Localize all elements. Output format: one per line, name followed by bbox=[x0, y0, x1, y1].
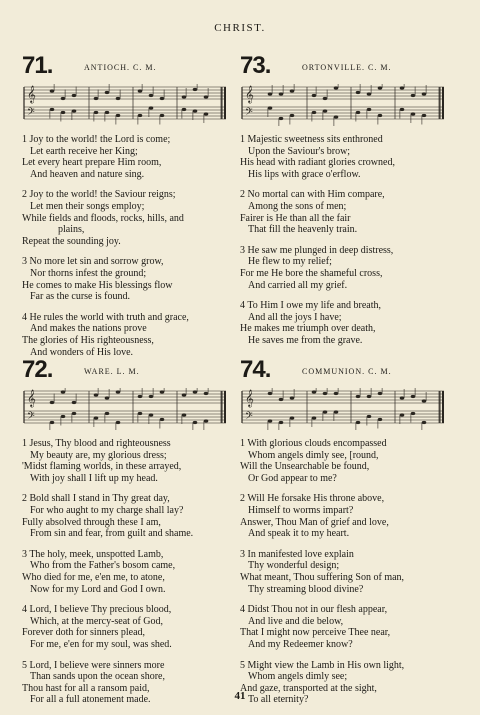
verse-line: And live and die below, bbox=[248, 615, 344, 627]
verse-line: 4 To Him I owe my life and breath, bbox=[240, 300, 382, 312]
tune-name: ORTONVILLE. C. M. bbox=[302, 63, 392, 72]
verse-line: He comes to make His blessings flow bbox=[22, 279, 173, 291]
music-staff bbox=[240, 84, 446, 126]
svg-text:𝄞: 𝄞 bbox=[245, 391, 254, 407]
verse-line: Than sands upon the ocean shore, bbox=[30, 671, 165, 683]
verse-line: For me He bore the shameful cross, bbox=[240, 267, 383, 279]
verse-3 bbox=[22, 256, 237, 302]
verse-line: Now for my Lord and God I own. bbox=[30, 583, 166, 595]
verse-line: 5 Might view the Lamb in His own light, bbox=[240, 659, 405, 671]
verse-line: 3 In manifested love explain bbox=[240, 548, 354, 560]
verse-line: Thy streaming blood divine? bbox=[248, 583, 364, 595]
verse-2 bbox=[240, 493, 455, 539]
verse-line: Who from the Father's bosom came, bbox=[30, 560, 176, 572]
music-staff bbox=[22, 388, 228, 430]
verse-line: And carried all my grief. bbox=[248, 279, 348, 291]
verse-2 bbox=[240, 189, 455, 235]
verse-line: 2 Will He forsake His throne above, bbox=[240, 493, 385, 505]
verse-4 bbox=[22, 312, 237, 358]
verse-line: Which, at the mercy-seat of God, bbox=[30, 615, 164, 627]
verse-line: Let men their songs employ; bbox=[30, 200, 145, 212]
verse-line: For me, e'en for my soul, was shed. bbox=[30, 638, 172, 650]
svg-text:𝄢: 𝄢 bbox=[245, 106, 253, 120]
verse-line: 'Midst flaming worlds, in these arrayed, bbox=[22, 461, 182, 473]
verse-3 bbox=[240, 245, 455, 291]
verses bbox=[22, 438, 237, 706]
verse-line: Let earth receive her King; bbox=[30, 145, 138, 157]
tune-name: WARE. L. M. bbox=[84, 367, 140, 376]
verse-line: The glories of His righteousness, bbox=[22, 334, 154, 346]
verse-line: Thou hast for all a ransom paid, bbox=[22, 682, 150, 694]
verse-2 bbox=[22, 189, 237, 247]
verse-line: He flew to my relief; bbox=[248, 256, 332, 268]
music-staff bbox=[240, 388, 446, 430]
hymn-number: 74. bbox=[240, 356, 271, 383]
page-header: CHRIST. bbox=[214, 22, 266, 34]
verse-line: Fully absolved through these I am, bbox=[22, 516, 161, 528]
svg-text:𝄞: 𝄞 bbox=[27, 391, 36, 407]
hymn-number: 71. bbox=[22, 52, 53, 79]
verses bbox=[240, 134, 455, 347]
verse-4 bbox=[240, 300, 455, 346]
verse-line: 3 He saw me plunged in deep distress, bbox=[240, 244, 394, 256]
verse-4 bbox=[22, 604, 237, 650]
verse-line: 3 No more let sin and sorrow grow, bbox=[22, 256, 164, 268]
verse-3 bbox=[22, 549, 237, 595]
verse-line: His head with radiant glories crowned, bbox=[240, 157, 395, 169]
verse-line: And heaven and nature sing. bbox=[30, 168, 145, 180]
verse-line: And my Redeemer know? bbox=[248, 638, 353, 650]
hymn-number: 72. bbox=[22, 356, 53, 383]
tune-name: ANTIOCH. C. M. bbox=[84, 63, 157, 72]
hymn-73 bbox=[240, 52, 455, 356]
verse-1 bbox=[22, 134, 237, 180]
verse-line: He makes me triumph over death, bbox=[240, 323, 376, 335]
verse-line: And wonders of His love. bbox=[30, 346, 134, 358]
svg-text:𝄞: 𝄞 bbox=[27, 87, 36, 103]
verse-line: 1 Joy to the world! the Lord is come; bbox=[22, 134, 171, 145]
verse-line: Far as the curse is found. bbox=[30, 291, 130, 303]
verse-line: Whom angels dimly see; bbox=[248, 671, 348, 683]
verse-line: For all a full atonement made. bbox=[30, 694, 151, 706]
verse-line: While fields and floods, rocks, hills, and bbox=[22, 212, 184, 224]
svg-text:𝄞: 𝄞 bbox=[245, 87, 254, 103]
verse-line: Repeat the sounding joy. bbox=[22, 235, 121, 247]
verse-line: What meant, Thou suffering Son of man, bbox=[240, 571, 405, 583]
verse-line: 1 Jesus, Thy blood and righteousness bbox=[22, 438, 171, 449]
verse-line: 2 Bold shall I stand in Thy great day, bbox=[22, 493, 170, 505]
verse-line: And gaze, transported at the sight, bbox=[240, 682, 377, 694]
verse-line: 2 Joy to the world! the Saviour reigns; bbox=[22, 189, 176, 201]
verse-line: To all eternity? bbox=[248, 694, 309, 706]
verse-line: He saves me from the grave. bbox=[248, 334, 363, 346]
verse-4 bbox=[240, 604, 455, 650]
verse-line: Forever doth for sinners plead, bbox=[22, 627, 146, 639]
music-staff bbox=[22, 84, 228, 126]
verse-line: Answer, Thou Man of grief and love, bbox=[240, 516, 389, 528]
verse-line: 5 Lord, I believe were sinners more bbox=[22, 659, 165, 671]
verse-line: Let every heart prepare Him room, bbox=[22, 157, 162, 169]
verse-line: 4 Didst Thou not in our flesh appear, bbox=[240, 604, 388, 616]
verse-line: And speak it to my heart. bbox=[248, 528, 350, 540]
verse-line: With joy shall I lift up my head. bbox=[30, 472, 158, 484]
verse-1 bbox=[240, 438, 455, 484]
svg-text:𝄢: 𝄢 bbox=[245, 410, 253, 424]
verse-1 bbox=[22, 438, 237, 484]
verse-line: Fairer is He than all the fair bbox=[240, 212, 351, 224]
verse-line: 1 With glorious clouds encompassed bbox=[240, 438, 387, 449]
verse-line: 4 Lord, I believe Thy precious blood, bbox=[22, 604, 172, 616]
verse-line: Who died for me, e'en me, to atone, bbox=[22, 571, 165, 583]
verses bbox=[240, 438, 455, 706]
verse-2 bbox=[22, 493, 237, 539]
verses bbox=[22, 134, 237, 358]
verse-line: Or God appear to me? bbox=[248, 472, 337, 484]
hymn-number: 73. bbox=[240, 52, 271, 79]
verse-line: 1 Majestic sweetness sits enthroned bbox=[240, 134, 383, 145]
verse-line: Thy wonderful design; bbox=[248, 560, 340, 572]
verse-line: And all the joys I have; bbox=[248, 311, 342, 323]
verse-line: That I might now perceive Thee near, bbox=[240, 627, 391, 639]
verse-line: Whom angels dimly see, [round, bbox=[248, 449, 379, 461]
verse-3 bbox=[240, 549, 455, 595]
verse-line: And makes the nations prove bbox=[30, 323, 147, 335]
verse-line: Upon the Saviour's brow; bbox=[248, 145, 351, 157]
verse-line: plains, bbox=[58, 224, 85, 236]
verse-line: Himself to worms impart? bbox=[248, 504, 354, 516]
verse-1 bbox=[240, 134, 455, 180]
hymn-71 bbox=[22, 52, 237, 367]
verse-line: 4 He rules the world with truth and grace, bbox=[22, 311, 189, 323]
tune-name: COMMUNION. C. M. bbox=[302, 367, 392, 376]
hymn-74 bbox=[240, 356, 455, 715]
verse-line: Among the sons of men; bbox=[248, 200, 347, 212]
verse-line: From sin and fear, from guilt and shame. bbox=[30, 528, 194, 540]
verse-line: Nor thorns infest the ground; bbox=[30, 267, 147, 279]
verse-line: My beauty are, my glorious dress; bbox=[30, 449, 167, 461]
verse-line: His lips with grace o'erflow. bbox=[248, 168, 361, 180]
page-number: 41 bbox=[234, 690, 246, 702]
verse-line: Will the Unsearchable be found, bbox=[240, 461, 370, 473]
svg-text:𝄢: 𝄢 bbox=[27, 410, 35, 424]
hymn-72 bbox=[22, 356, 237, 715]
verse-line: 3 The holy, meek, unspotted Lamb, bbox=[22, 548, 164, 560]
verse-line: 2 No mortal can with Him compare, bbox=[240, 189, 385, 201]
verse-line: For who aught to my charge shall lay? bbox=[30, 504, 184, 516]
verse-line: That fill the heavenly train. bbox=[248, 224, 358, 236]
svg-text:𝄢: 𝄢 bbox=[27, 106, 35, 120]
